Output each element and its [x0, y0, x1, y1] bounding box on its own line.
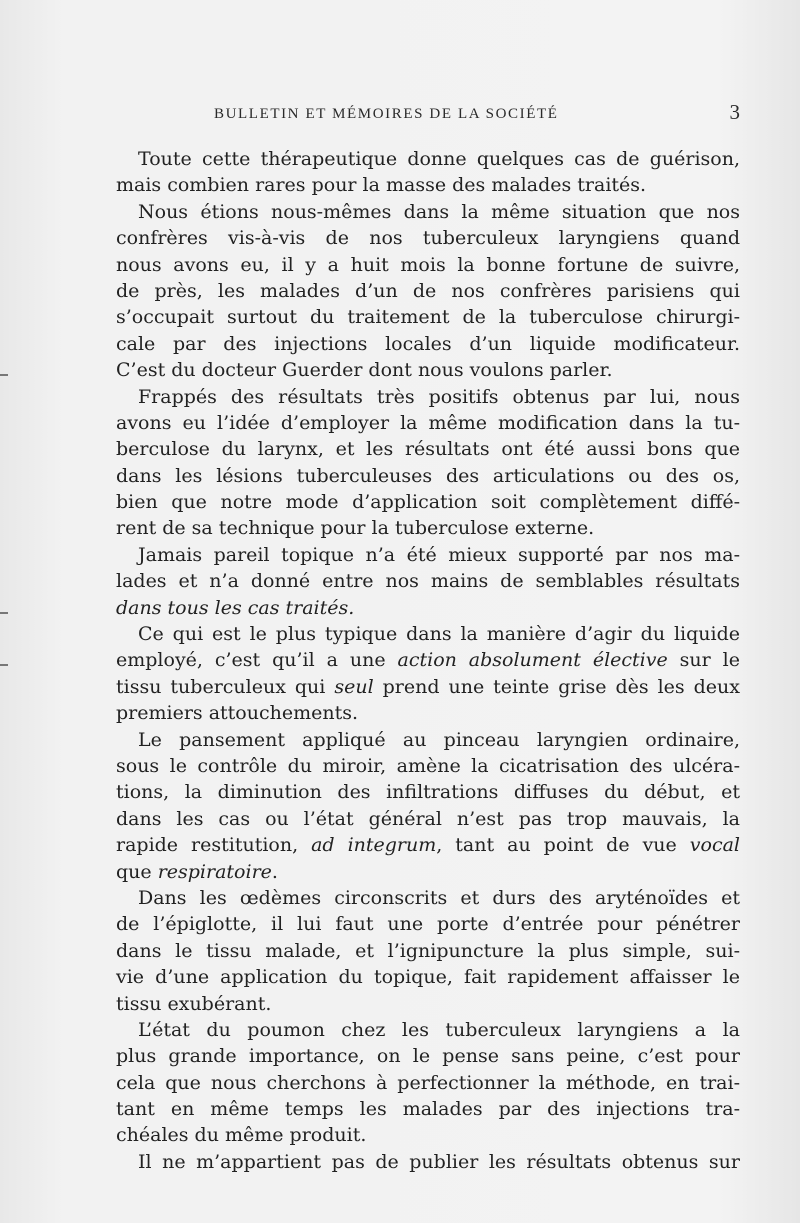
text-segment: Il ne m’appartient pas de publier les résultats obtenus sur	[138, 1150, 740, 1173]
text-line	[116, 1017, 740, 1043]
text-segment: tant en même temps les malades par des injections tra-	[116, 1098, 740, 1121]
text-line	[116, 304, 740, 330]
text-segment: berculose du larynx, et les résultats ont été aussi bons que	[116, 438, 740, 461]
text-line	[116, 1122, 740, 1148]
text-line	[116, 436, 740, 462]
italic-text: dans tous les cas traités.	[116, 596, 355, 619]
text-segment: confrères vis-à-vis de nos tuberculeux laryngiens quand	[116, 227, 740, 250]
text-segment: L’état du poumon chez les tuberculeux laryngiens a la	[138, 1018, 740, 1041]
text-line	[116, 542, 740, 568]
text-line	[116, 278, 740, 304]
margin-mark	[0, 612, 8, 614]
text-segment: lades et n’a donné entre nos mains de semblables résultats	[116, 570, 740, 593]
paragraph	[116, 1149, 740, 1175]
text-segment: sur le	[667, 649, 740, 672]
paragraph	[116, 384, 740, 542]
paragraph	[116, 199, 740, 384]
text-segment: bien que notre mode d’application soit complètement diffé-	[116, 491, 740, 514]
text-line	[116, 938, 740, 964]
text-line	[116, 964, 740, 990]
text-segment: vie d’une application du topique, fait rapidement affaisser le	[116, 966, 740, 989]
page-header	[112, 98, 744, 128]
paragraph	[116, 885, 740, 1017]
text-segment: , tant au point de vue	[436, 834, 690, 857]
text-line	[116, 489, 740, 515]
body-text	[116, 146, 740, 1175]
text-segment: dans le tissu malade, et l’ignipuncture la plus simple, sui-	[116, 939, 740, 962]
paragraph	[116, 1017, 740, 1149]
text-line	[116, 1096, 740, 1122]
text-line	[116, 146, 740, 172]
italic-text: ad integrum	[311, 834, 437, 857]
text-line	[116, 384, 740, 410]
text-line	[116, 621, 740, 647]
text-segment: chéales du même produit.	[116, 1124, 367, 1147]
text-segment: Nous étions nous-mêmes dans la même situation que nos	[138, 200, 740, 223]
text-segment: tissu exubérant.	[116, 992, 272, 1015]
italic-text: respiratoire	[157, 860, 272, 883]
text-segment: prend une teinte grise dès les deux	[373, 675, 741, 698]
text-line	[116, 991, 740, 1017]
text-line	[116, 1043, 740, 1069]
text-segment: nous avons eu, il y a huit mois la bonne fortune de suivre,	[116, 253, 740, 276]
text-segment: C’est du docteur Guerder dont nous voulons parler.	[116, 359, 613, 382]
margin-mark	[0, 664, 8, 666]
text-segment: mais combien rares pour la masse des malades traités.	[116, 174, 647, 197]
text-segment: dans les lésions tuberculeuses des articulations ou des os,	[116, 464, 740, 487]
text-segment: Toute cette thérapeutique donne quelques cas de guérison,	[138, 148, 740, 170]
running-title: BULLETIN ET MÉMOIRES DE LA SOCIÉTÉ	[214, 106, 559, 122]
text-segment: Dans les œdèmes circonscrits et durs des aryténoïdes et	[138, 886, 740, 909]
text-segment: plus grande importance, on le pense sans peine, c’est pour	[116, 1045, 740, 1068]
text-segment: tions, la diminution des infiltrations diffuses du début, et	[116, 781, 740, 804]
margin-mark	[0, 374, 8, 376]
text-line	[116, 225, 740, 251]
italic-text: action absolument élective	[397, 649, 668, 672]
text-line	[116, 1070, 740, 1096]
text-segment: de l’épiglotte, il lui faut une porte d’entrée pour pénétrer	[116, 913, 740, 936]
text-segment: Ce qui est le plus typique dans la manière d’agir du liquide	[138, 623, 740, 646]
text-segment: rent de sa technique pour la tuberculose externe.	[116, 517, 595, 540]
text-line	[116, 674, 740, 700]
text-line	[116, 911, 740, 937]
text-segment: sous le contrôle du miroir, amène la cicatrisation des ulcéra-	[116, 754, 740, 777]
italic-text: seul	[334, 675, 374, 698]
page-number: 3	[729, 100, 740, 124]
text-line	[116, 700, 740, 726]
text-line	[116, 172, 740, 198]
text-line	[116, 331, 740, 357]
text-line	[116, 515, 740, 541]
italic-text: vocal	[689, 834, 740, 857]
text-line	[116, 1149, 740, 1175]
text-segment: rapide restitution,	[116, 834, 312, 857]
text-segment: que	[116, 860, 158, 883]
text-segment: Jamais pareil topique n’a été mieux supporté par nos ma-	[138, 543, 740, 566]
text-segment: cale par des injections locales d’un liquide modificateur.	[116, 332, 740, 355]
paragraph	[116, 542, 740, 621]
text-segment: Frappés des résultats très positifs obtenus par lui, nous	[138, 385, 740, 408]
text-segment: Le pansement appliqué au pinceau laryngien ordinaire,	[138, 728, 740, 751]
text-line	[116, 410, 740, 436]
text-segment: s’occupait surtout du traitement de la tuberculose chirurgi-	[116, 306, 740, 329]
text-line	[116, 357, 740, 383]
text-line	[116, 753, 740, 779]
text-line	[116, 568, 740, 594]
paragraph	[116, 727, 740, 885]
text-line	[116, 252, 740, 278]
text-segment: dans les cas ou l’état général n’est pas trop mauvais, la	[116, 807, 740, 830]
text-line	[116, 727, 740, 753]
text-line	[116, 806, 740, 832]
paragraph	[116, 621, 740, 727]
text-segment: .	[271, 860, 278, 883]
text-segment: employé, c’est qu’il a une	[116, 649, 398, 672]
text-line	[116, 463, 740, 489]
text-line	[116, 779, 740, 805]
text-line	[116, 832, 740, 858]
text-line	[116, 199, 740, 225]
text-line	[116, 595, 740, 621]
text-segment: de près, les malades d’un de nos confrères parisiens qui	[116, 279, 740, 302]
text-segment: premiers attouchements.	[116, 702, 359, 725]
text-segment: cela que nous cherchons à perfectionner la méthode, en trai-	[116, 1071, 740, 1094]
text-line	[116, 647, 740, 673]
text-segment: tissu tuberculeux qui	[116, 675, 335, 698]
text-line	[116, 859, 740, 885]
text-line	[116, 885, 740, 911]
text-segment: avons eu l’idée d’employer la même modification dans la tu-	[116, 411, 740, 434]
paragraph	[116, 146, 740, 199]
